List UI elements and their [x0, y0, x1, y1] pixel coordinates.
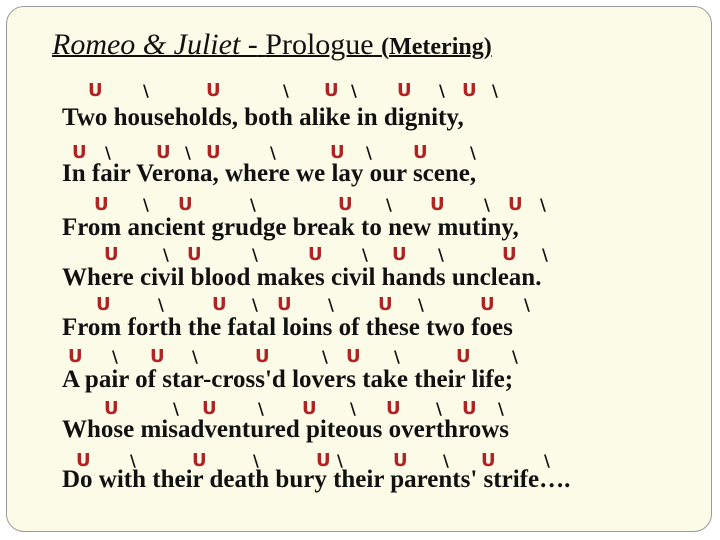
stressed-mark: \	[542, 245, 548, 264]
stressed-mark: \	[252, 245, 258, 264]
stressed-mark: \	[484, 195, 490, 214]
verse-line: Whose misadventured piteous overthrows	[62, 416, 510, 443]
unstressed-mark: U	[508, 194, 523, 215]
unstressed-mark: U	[481, 450, 496, 471]
stressed-mark: \	[322, 347, 328, 366]
unstressed-mark: U	[324, 80, 339, 101]
unstressed-mark: U	[150, 346, 165, 367]
stressed-mark: \	[270, 143, 276, 162]
stressed-mark: \	[544, 451, 550, 470]
stressed-mark: \	[185, 143, 191, 162]
stressed-mark: \	[337, 451, 343, 470]
stressed-mark: \	[192, 347, 198, 366]
unstressed-mark: U	[397, 80, 412, 101]
unstressed-mark: U	[104, 398, 119, 419]
unstressed-mark: U	[68, 346, 83, 367]
unstressed-mark: U	[104, 244, 119, 265]
stressed-mark: \	[386, 195, 392, 214]
verse-line: Two households, both alike in dignity,	[62, 104, 464, 131]
stressed-mark: \	[443, 451, 449, 470]
unstressed-mark: U	[94, 194, 109, 215]
stressed-mark: \	[250, 195, 256, 214]
unstressed-mark: U	[392, 244, 407, 265]
unstressed-mark: U	[202, 398, 217, 419]
stressed-mark: \	[492, 81, 498, 100]
stressed-mark: \	[143, 195, 149, 214]
stressed-mark: \	[436, 399, 442, 418]
stressed-mark: \	[143, 81, 149, 100]
stressed-mark: \	[173, 399, 179, 418]
unstressed-mark: U	[302, 398, 317, 419]
stressed-mark: \	[524, 295, 530, 314]
stressed-mark: \	[350, 399, 356, 418]
verse-line: A pair of star-cross'd lovers take their life;	[62, 366, 514, 393]
verse-line: In fair Verona, where we lay our scene,	[62, 160, 477, 187]
unstressed-mark: U	[212, 294, 227, 315]
unstressed-mark: U	[277, 294, 292, 315]
unstressed-mark: U	[96, 294, 111, 315]
unstressed-mark: U	[338, 194, 353, 215]
unstressed-mark: U	[308, 244, 323, 265]
verse-line: Do with their death bury their parents' strife….	[62, 466, 571, 493]
stressed-mark: \	[163, 245, 169, 264]
unstressed-mark: U	[413, 142, 428, 163]
unstressed-mark: U	[76, 450, 91, 471]
unstressed-mark: U	[378, 294, 393, 315]
unstressed-mark: U	[386, 398, 401, 419]
title-main: Prologue	[265, 28, 374, 61]
stressed-mark: \	[512, 347, 518, 366]
verse-line: From ancient grudge break to new mutiny,	[62, 214, 519, 241]
unstressed-mark: U	[393, 450, 408, 471]
stressed-mark: \	[540, 195, 546, 214]
stressed-mark: \	[105, 143, 111, 162]
stressed-mark: \	[498, 399, 504, 418]
unstressed-mark: U	[187, 244, 202, 265]
verse-line: Where civil blood makes civil hands unclean.	[62, 264, 542, 291]
stressed-mark: \	[112, 347, 118, 366]
unstressed-mark: U	[430, 194, 445, 215]
unstressed-mark: U	[72, 142, 87, 163]
stressed-mark: \	[470, 143, 476, 162]
stressed-mark: \	[438, 245, 444, 264]
stressed-mark: \	[351, 81, 357, 100]
stressed-mark: \	[158, 295, 164, 314]
stressed-mark: \	[258, 399, 264, 418]
unstressed-mark: U	[255, 346, 270, 367]
stressed-mark: \	[328, 295, 334, 314]
stressed-mark: \	[418, 295, 424, 314]
unstressed-mark: U	[88, 80, 103, 101]
page-title	[52, 28, 492, 62]
title-italic: Romeo & Juliet -	[52, 28, 258, 61]
stressed-mark: \	[394, 347, 400, 366]
unstressed-mark: U	[178, 194, 193, 215]
unstressed-mark: U	[462, 398, 477, 419]
stressed-mark: \	[252, 295, 258, 314]
unstressed-mark: U	[346, 346, 361, 367]
unstressed-mark: U	[316, 450, 331, 471]
unstressed-mark: U	[456, 346, 471, 367]
unstressed-mark: U	[462, 80, 477, 101]
unstressed-mark: U	[156, 142, 171, 163]
stressed-mark: \	[366, 143, 372, 162]
unstressed-mark: U	[502, 244, 517, 265]
stressed-mark: \	[283, 81, 289, 100]
unstressed-mark: U	[330, 142, 345, 163]
title-subtitle: (Metering)	[381, 34, 492, 60]
unstressed-mark: U	[206, 142, 221, 163]
stressed-mark: \	[130, 451, 136, 470]
unstressed-mark: U	[206, 80, 221, 101]
stressed-mark: \	[362, 245, 368, 264]
stressed-mark: \	[253, 451, 259, 470]
verse-line: From forth the fatal loins of these two foes	[62, 314, 513, 341]
unstressed-mark: U	[480, 294, 495, 315]
stressed-mark: \	[439, 81, 445, 100]
unstressed-mark: U	[192, 450, 207, 471]
